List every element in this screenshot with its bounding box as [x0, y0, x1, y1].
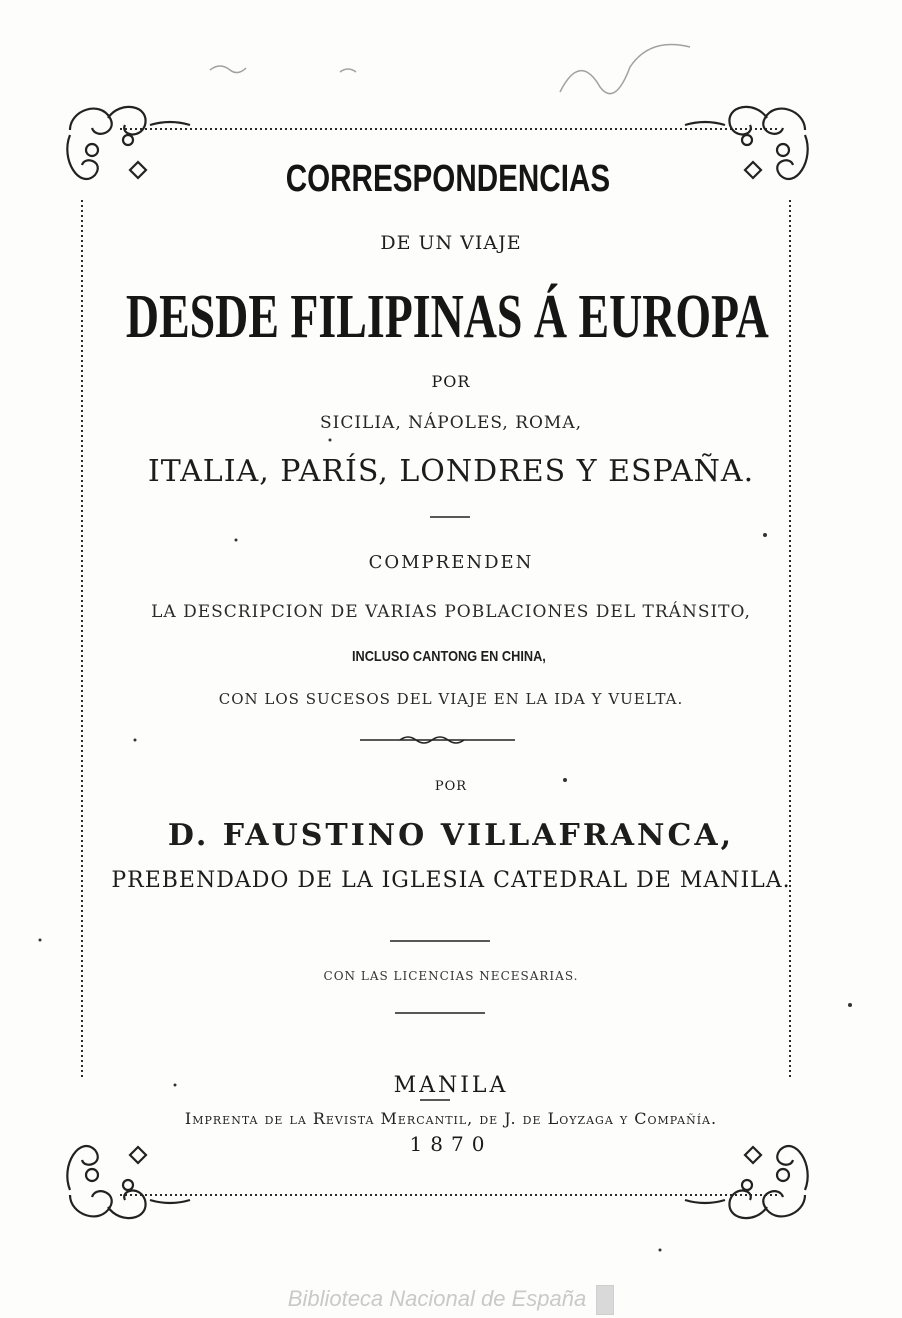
contents-line-1: LA DESCRIPCION DE VARIAS POBLACIONES DEL TRÁNSITO, — [151, 602, 751, 622]
book-title: CORRESPONDENCIAS — [285, 158, 611, 200]
author-role: PREBENDADO DE LA IGLESIA CATEDRAL DE MANILA. — [111, 868, 791, 893]
contents-heading: COMPRENDEN — [368, 552, 534, 573]
corner-ornament-bottom-right — [685, 1146, 808, 1218]
author-name: D. FAUSTINO VILLAFRANCA, — [167, 818, 735, 853]
imprint-year: 1870 — [409, 1132, 493, 1156]
route-line-1: SICILIA, NÁPOLES, ROMA, — [319, 413, 583, 433]
library-watermark — [0, 1285, 902, 1315]
imprint-city: MANILA — [393, 1073, 509, 1098]
book-subtitle: DE UN VIAJE — [380, 232, 522, 254]
corner-ornament-bottom-left — [67, 1146, 190, 1218]
book-main-title: DESDE FILIPINAS Á EUROPA — [125, 283, 769, 351]
licencias-note: CON LAS LICENCIAS NECESARIAS. — [323, 969, 579, 983]
contents-line-2: INCLUSO CANTONG EN CHINA, — [351, 648, 546, 665]
watermark-text: Biblioteca Nacional de España — [287, 1285, 587, 1311]
author-por: POR — [434, 779, 468, 794]
imprint-printer: Imprenta de la Revista Mercantil, de J. de Loyzaga y Compañía. — [184, 1109, 718, 1128]
contents-line-3: CON LOS SUCESOS DEL VIAJE EN LA IDA Y VUELTA. — [218, 690, 684, 708]
handwritten-marks — [210, 45, 690, 94]
watermark-seal-icon — [596, 1285, 614, 1315]
route-por: POR — [431, 372, 471, 391]
route-line-2: ITALIA, PARÍS, LONDRES Y ESPAÑA. — [147, 454, 755, 489]
